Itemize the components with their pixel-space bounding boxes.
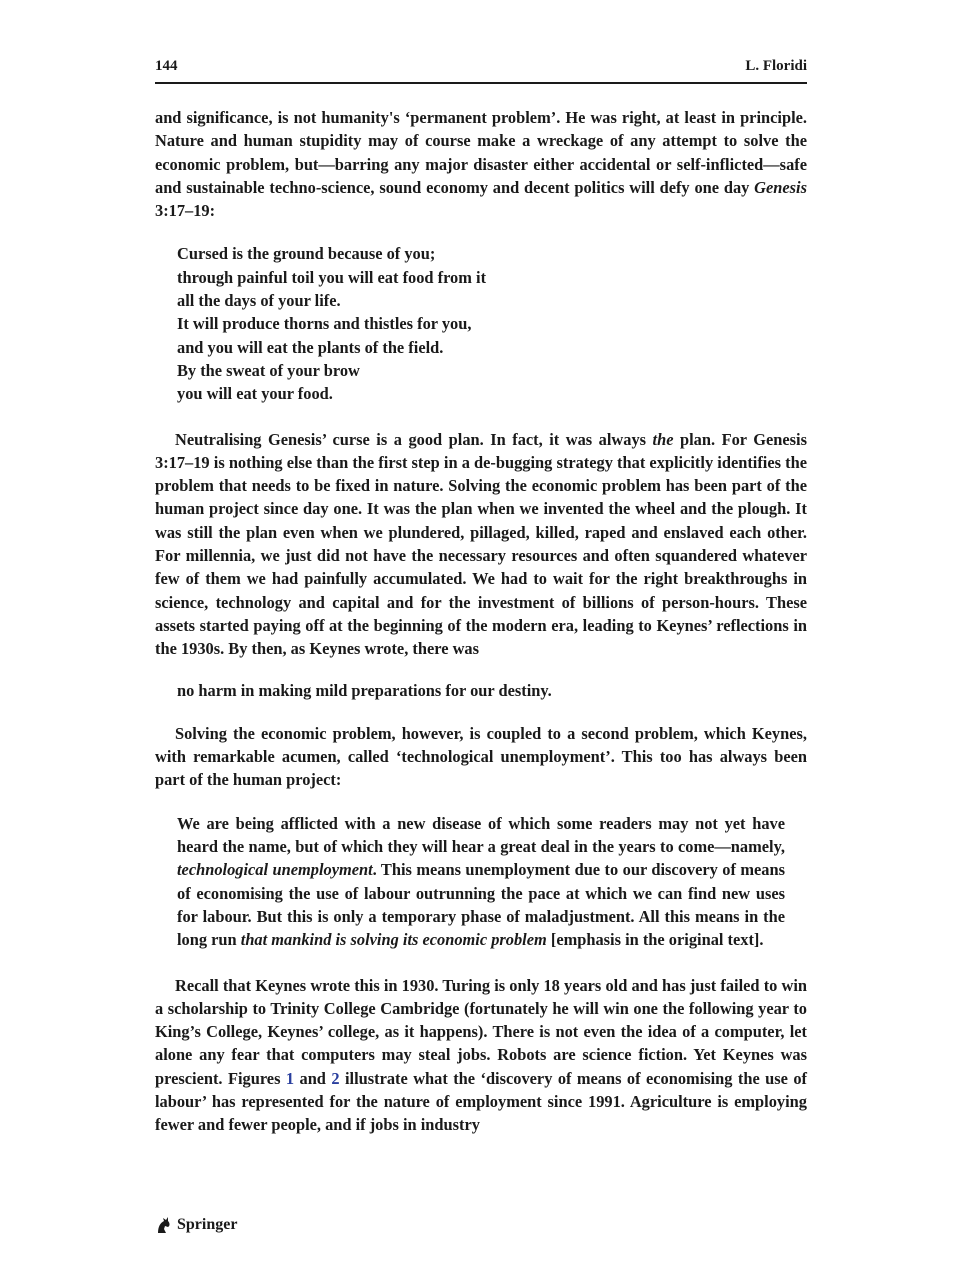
genesis-italic: Genesis [754, 177, 807, 197]
paragraph-2 [155, 428, 807, 661]
quote-text: We are being afflicted with a new disease of which some readers may not yet have heard the name, but of which they will hear a great deal in the years to come—namely, [177, 813, 785, 857]
paragraph-3: Solving the economic problem, however, is coupled to a second problem, which Keynes, with remarkable acumen, called ‘technological unemployment’. This too has always been part of the human project: [155, 723, 807, 790]
figure-2-link[interactable]: 2 [331, 1068, 340, 1088]
technological-unemployment-italic: technological unemployment [177, 860, 373, 880]
verse-line: you will eat your food. [177, 384, 333, 404]
page-number: 144 [155, 58, 178, 74]
quote-text-mid: . This means unemployment due to our discovery of means of economising the use of labour outrunning the pace at which we can find new uses for labour. But this is only a temporary phase of maladjustment. All this means in the long run [177, 860, 785, 950]
paragraph-4 [155, 974, 807, 1137]
verse-line: It will produce thorns and thistles for you, [177, 314, 472, 334]
quote-text-end: [emphasis in the original text]. [546, 930, 764, 950]
verse-line: By the sweat of your brow [177, 360, 360, 380]
paragraph-4-and: and [294, 1068, 332, 1088]
keynes-quote-unemployment [177, 812, 785, 952]
verse-line: Cursed is the ground because of you; [177, 244, 436, 264]
page-footer [155, 1215, 237, 1240]
running-author: L. Floridi [745, 58, 807, 74]
paragraph-4-text: Recall that Keynes wrote this in 1930. Turing is only 18 years old and has just failed to win a scholarship to Trinity College Cambridge (fortunately he will win one the following year to King’s College, Keynes’ college, as it happens). There is not even the idea of a computer, let alone any fear that computers may steal jobs. Robots are science fiction. Yet Keynes was prescient. Figures [155, 975, 807, 1088]
keynes-quote-destiny: no harm in making mild preparations for our destiny. [177, 680, 552, 700]
mankind-italic: that mankind is solving its economic problem [240, 930, 547, 950]
paragraph-2-text: Neutralising Genesis’ curse is a good plan. In fact, it was always [175, 429, 653, 449]
running-header [155, 58, 807, 84]
verse-line: and you will eat the plants of the field. [177, 337, 444, 357]
paragraph-4-text-end: illustrate what the ‘discovery of means of economising the use of labour’ has represented for the nature of employment since 1991. Agriculture is employing fewer and fewer people, and if jobs in industry [155, 1068, 808, 1135]
page-body [155, 106, 807, 1137]
paragraph-1-text-end: 3:17–19: [155, 201, 216, 221]
paragraph-1-text: and significance, is not humanity's ‘permanent problem’. He was right, at least in principle. Nature and human stupidity may of course make a wreckage of any attempt to solve the economic problem, but—barring any major disaster either accidental or self-inflicted—safe and sustainable techno-science, sound economy and decent politics will defy one day [155, 108, 807, 197]
paragraph-1 [155, 106, 807, 222]
verse-line: through painful toil you will eat food from it [177, 267, 487, 287]
paragraph-2-text-end: plan. For Genesis 3:17–19 is nothing else than the first step in a de-bugging strategy that explicitly identifies the problem that needs to be fixed in nature. Solving the economic problem has been part of the human project since day one. It was the plan when we invented the wheel and the plough. It was still the plan even when we plundered, pillaged, killed, raped and enslaved each other. For millennia, we just did not have the necessary resources and often squandered whatever few of them we had painfully accumulated. We had to wait for the right breakthroughs in science, technology and capital and for the investment of billions of person-hours. These assets started paying off at the beginning of the modern era, leading to Keynes’ reflections in the 1930s. By then, as Keynes wrote, there was [155, 429, 807, 659]
the-italic: the [652, 429, 674, 449]
springer-logo [155, 1215, 237, 1235]
genesis-verse-quote [177, 242, 807, 405]
verse-line: all the days of your life. [177, 291, 341, 311]
springer-horse-icon [155, 1215, 173, 1235]
figure-1-link[interactable]: 1 [285, 1068, 295, 1088]
springer-wordmark: Springer [177, 1216, 238, 1233]
